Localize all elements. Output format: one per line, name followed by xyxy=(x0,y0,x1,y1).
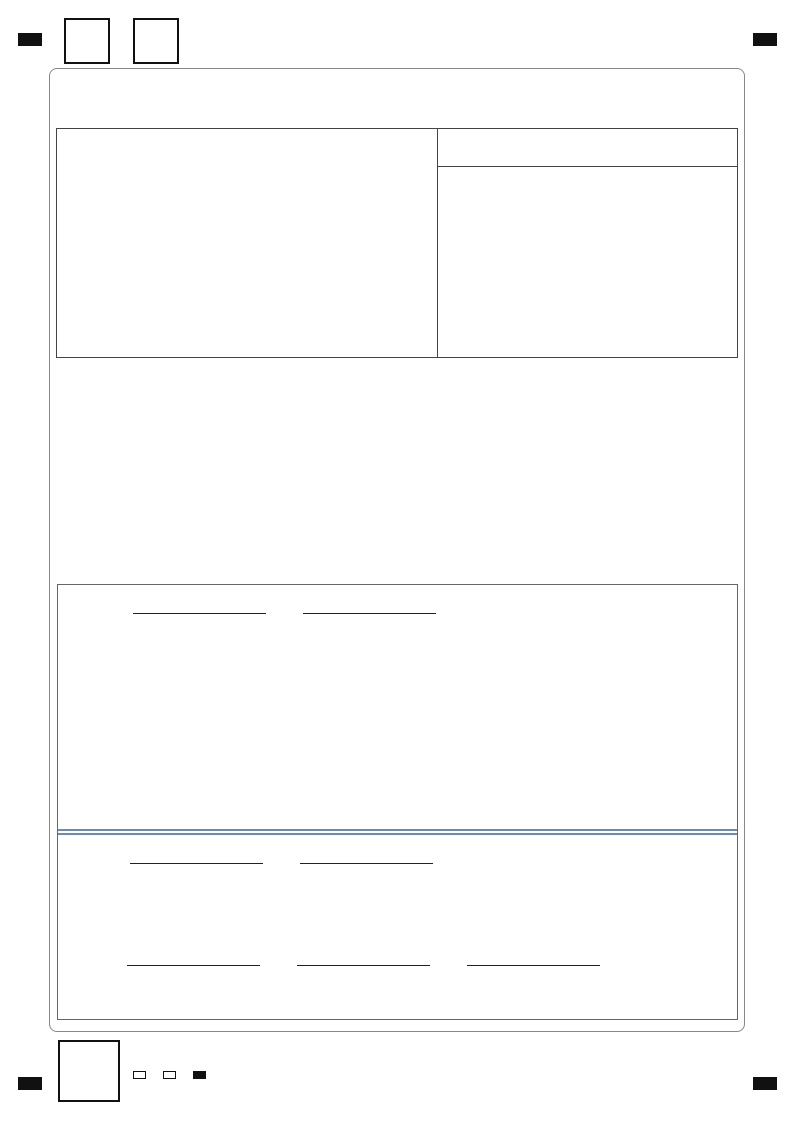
q32-part3-blank-c[interactable] xyxy=(467,965,600,966)
q31-separator-top xyxy=(58,829,737,831)
student-info-box xyxy=(56,128,738,358)
q32-part3-blank-a[interactable] xyxy=(127,965,260,966)
comprehensive-answer-box xyxy=(57,584,738,1020)
corner-mark-top-left xyxy=(18,33,42,46)
page-marker-empty-1 xyxy=(133,1071,146,1079)
q32-part1-blank-a[interactable] xyxy=(130,863,263,864)
page-marker-filled xyxy=(193,1071,206,1079)
footer-qr-code xyxy=(58,1040,120,1102)
q31-part1-blank-a[interactable] xyxy=(133,613,266,614)
corner-mark-bottom-left xyxy=(18,1077,42,1090)
page-marker-empty-2 xyxy=(163,1071,176,1079)
exam-number-heading-divider xyxy=(438,166,738,167)
follow-notice-qr-code xyxy=(133,18,179,64)
download-app-qr-code xyxy=(64,18,110,64)
corner-mark-bottom-right xyxy=(753,1077,777,1090)
q31-separator-bottom xyxy=(58,833,737,835)
q32-part3-blank-b[interactable] xyxy=(297,965,430,966)
q32-part1-blank-b[interactable] xyxy=(300,863,433,864)
corner-mark-top-right xyxy=(753,33,777,46)
q31-part1-blank-b[interactable] xyxy=(303,613,436,614)
info-divider xyxy=(437,129,438,357)
